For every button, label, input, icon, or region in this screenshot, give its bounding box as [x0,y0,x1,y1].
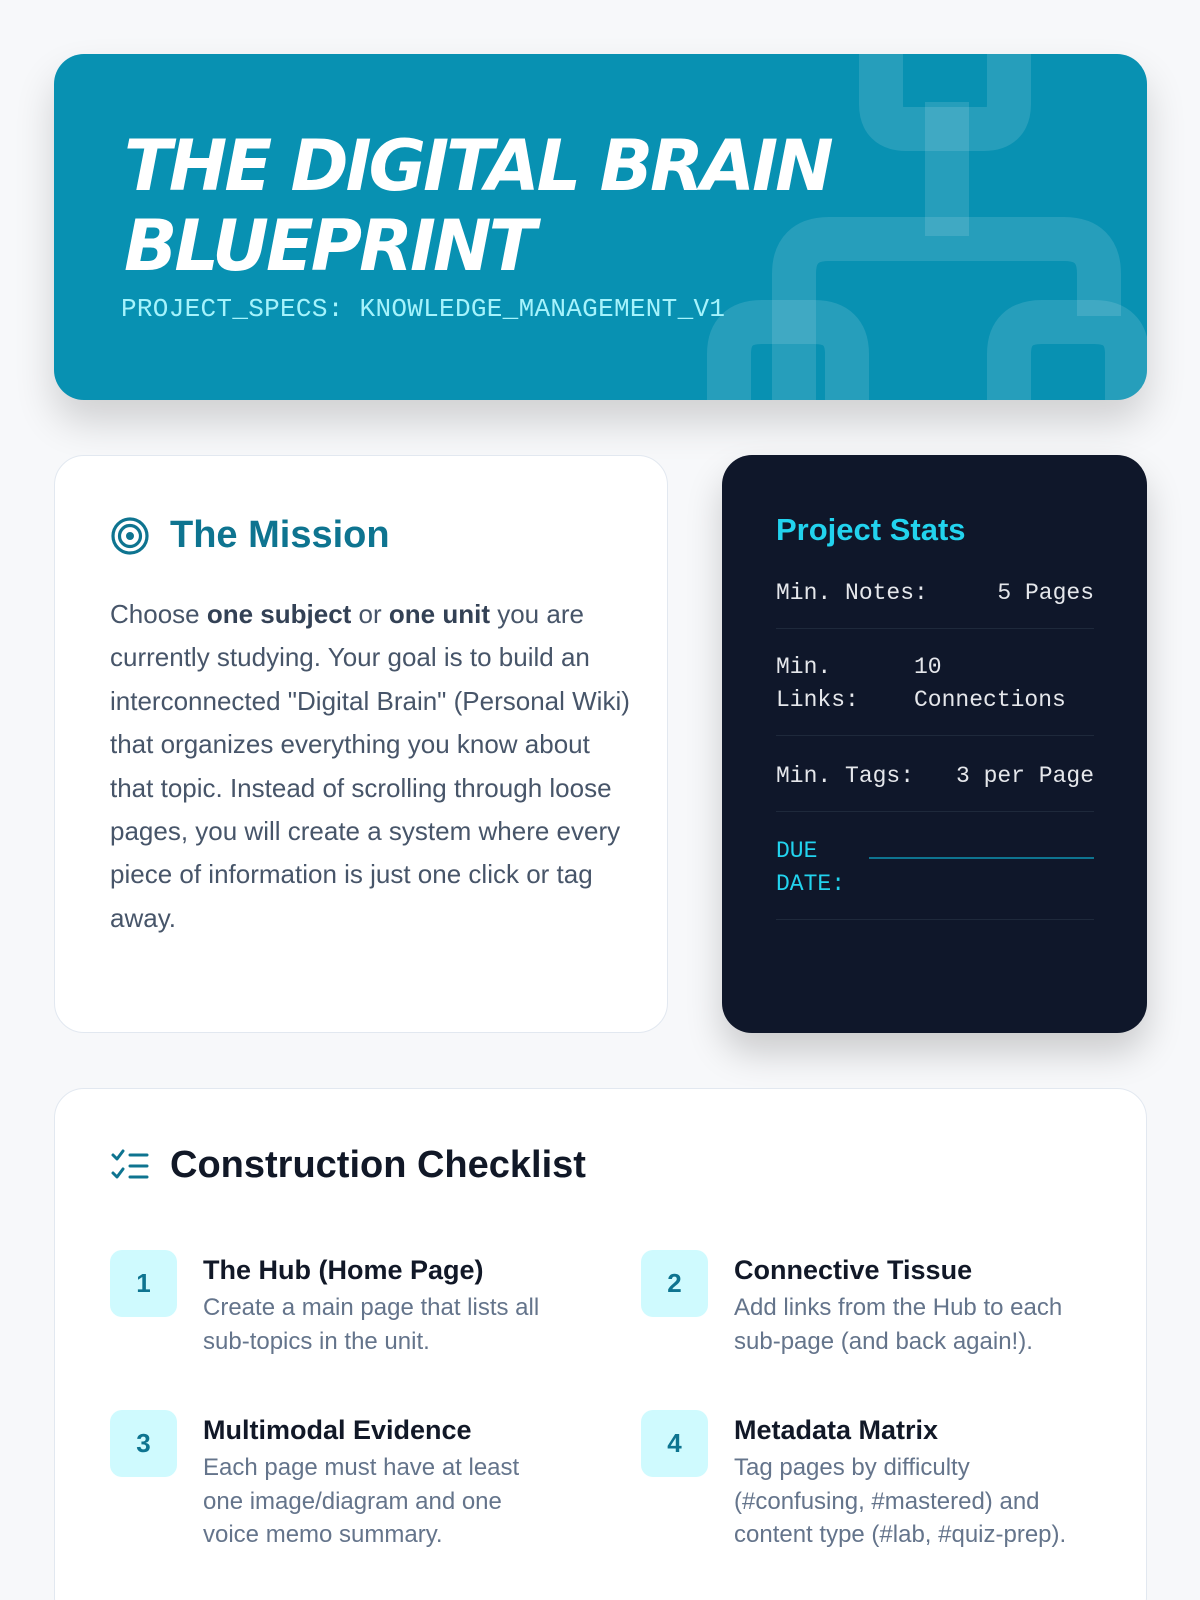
page-title-line-1: THE DIGITAL BRAIN [124,125,831,207]
project-stats-card [722,455,1147,1033]
checklist-item-description: Each page must have at least one image/diagram and one voice memo summary. [203,1454,520,1548]
mission-title: The Mission [170,514,390,556]
project-stats-title: Project Stats [776,512,966,547]
stat-row-notes [776,577,1094,629]
construction-checklist-card [54,1088,1147,1600]
step-number-badge: 2 [641,1250,708,1317]
page-title-line-2: BLUEPRINT [124,205,534,287]
project-specs-subtitle: PROJECT_SPECS: KNOWLEDGE_MANAGEMENT_V1 [121,294,726,324]
checklist-item-description: Tag pages by difficulty (#confusing, #mastered) and content type (#lab, #quiz-prep). [734,1454,1067,1548]
checklist-title: Construction Checklist [170,1144,586,1186]
stat-value: 10 Connections [914,654,1066,713]
due-date-label: DUE DATE: [776,838,846,897]
stat-label: Min. Links: [776,654,859,713]
mission-header [110,514,390,557]
stat-row-tags [776,760,1094,812]
stat-row-links [776,651,1094,736]
mission-card [54,455,668,1033]
step-number-badge: 4 [641,1410,708,1477]
checklist-header [110,1144,586,1187]
emphasis-one-unit: one unit [388,599,490,629]
step-number-badge: 1 [110,1250,177,1317]
checklist-item-title: Multimodal Evidence [203,1415,472,1445]
emphasis-one-subject: one subject [206,599,352,629]
target-icon [110,516,150,556]
stat-label: Min. Tags: [776,763,915,789]
due-date-blank [869,835,1094,859]
stat-row-due-date [776,835,1094,920]
stat-label: Min. Notes: [776,580,928,606]
mission-description: Choose one subject or one unit you are currently studying. Your goal is to build an interconnected "Digital Brain" (Personal Wiki) that organizes everything you know about that topic. Instead of scrolling through loose pages, you will create a system where every piece of information is just one click or tag away. [110,599,630,933]
header-banner [54,54,1147,400]
page-title [124,126,1024,286]
stat-value: 3 per Page [955,763,1094,789]
stat-value: 5 Pages [997,580,1094,606]
checklist-item-title: Connective Tissue [734,1255,973,1285]
step-number-badge: 3 [110,1410,177,1477]
checklist-item-description: Create a main page that lists all sub-topics in the unit. [203,1294,540,1355]
checklist-item-title: Metadata Matrix [734,1415,939,1445]
checklist-item-description: Add links from the Hub to each sub-page (and back again!). [734,1294,1063,1355]
checklist-item-title: The Hub (Home Page) [203,1255,484,1285]
checklist-icon [110,1146,150,1186]
